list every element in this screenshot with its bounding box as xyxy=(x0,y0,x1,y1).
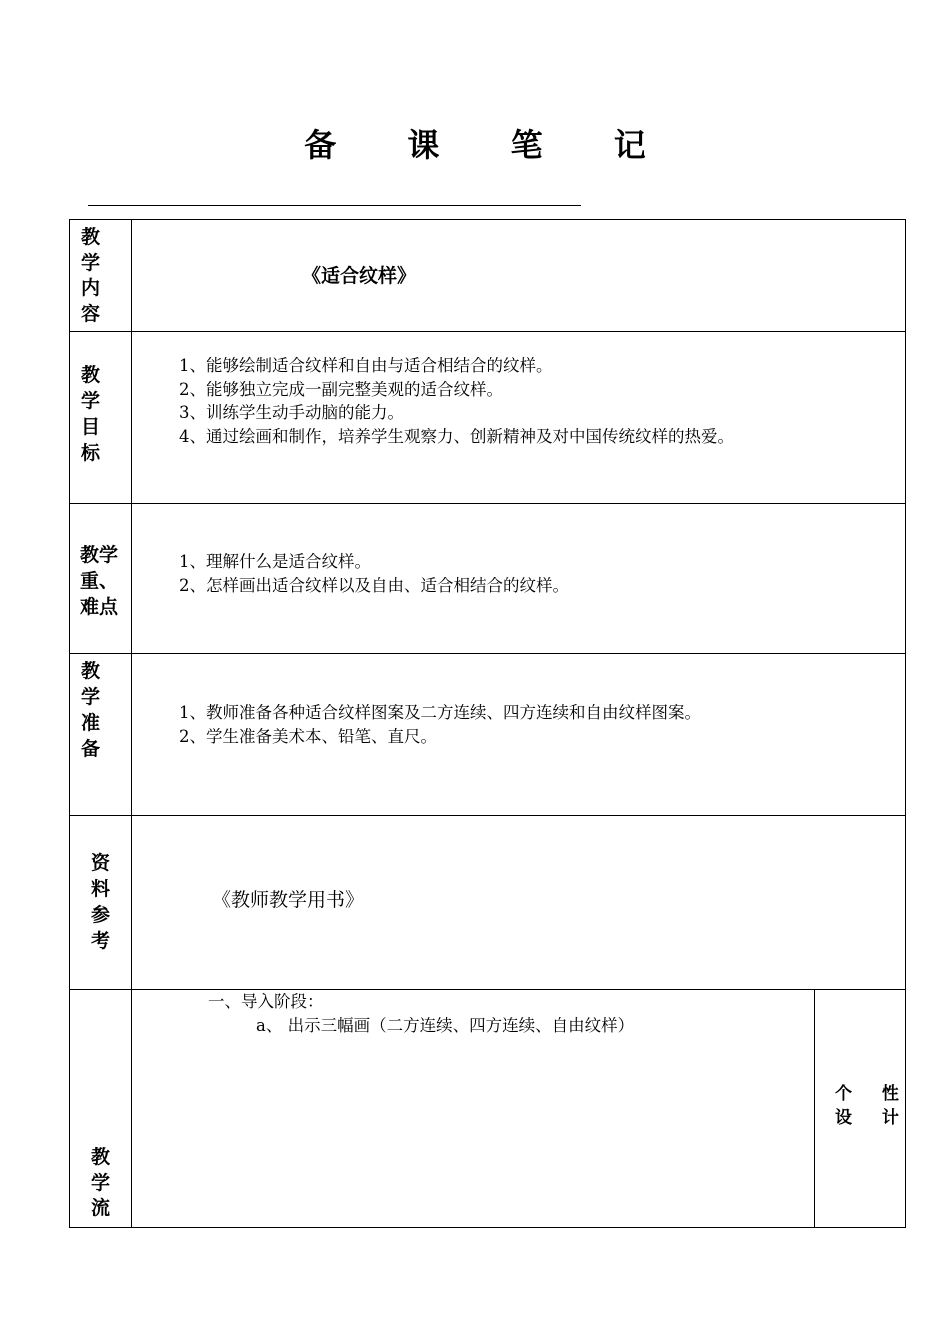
side-label-line: 个 性 xyxy=(835,1084,911,1104)
list-item: 2、能够独立完成一副完整美观的适合纹样。 xyxy=(179,379,503,399)
row-teaching-process xyxy=(69,989,911,1228)
row-teaching-content xyxy=(69,219,906,332)
row-content xyxy=(132,654,905,815)
lesson-table xyxy=(69,219,911,1229)
label-char: 教 xyxy=(91,1146,111,1168)
list-item: 1、能够绘制适合纹样和自由与适合相结合的纹样。 xyxy=(179,356,553,375)
row-label xyxy=(70,990,132,1227)
label-char: 容 xyxy=(81,303,101,325)
row-content xyxy=(132,816,905,989)
label-char: 考 xyxy=(91,930,111,952)
label-char: 学 xyxy=(81,390,101,412)
personal-design-label xyxy=(835,1082,911,1130)
label-char: 参 xyxy=(91,904,111,926)
row-references xyxy=(69,815,906,990)
label-char: 学 xyxy=(81,686,101,708)
name-underline xyxy=(88,205,581,206)
list-item: 2、学生准备美术本、铅笔、直尺。 xyxy=(179,726,437,746)
row-content xyxy=(132,504,905,653)
lesson-title: 《适合纹样》 xyxy=(302,265,417,287)
list-item: 2、怎样画出适合纹样以及自由、适合相结合的纹样。 xyxy=(179,575,569,595)
row-preparation xyxy=(69,653,906,816)
stage-step: a、 出示三幅画（二方连续、四方连续、自由纹样） xyxy=(256,1016,635,1035)
label-char: 学 xyxy=(81,252,101,274)
row-teaching-objectives xyxy=(69,331,906,504)
page-title: 备 课 笔 记 xyxy=(304,126,676,164)
list-item: 4、通过绘画和制作，培养学生观察力、创新精神及对中国传统纹样的热爱。 xyxy=(179,426,734,446)
row-label xyxy=(70,816,132,989)
label-char: 教 xyxy=(81,226,101,248)
personal-design-column xyxy=(814,990,911,1227)
list-item: 1、教师准备各种适合纹样图案及二方连续、四方连续和自由纹样图案。 xyxy=(179,703,701,722)
objectives-list xyxy=(179,354,734,448)
row-label xyxy=(70,220,132,331)
stage-heading: 一、导入阶段： xyxy=(208,992,324,1011)
label-char: 难点 xyxy=(80,596,119,618)
label-char: 备 xyxy=(81,738,101,760)
keypoints-list xyxy=(179,550,569,597)
list-item: 3、训练学生动手动脑的能力。 xyxy=(179,403,404,422)
label-char: 流 xyxy=(91,1197,111,1219)
label-char: 准 xyxy=(81,712,101,734)
label-char: 目 xyxy=(81,416,101,438)
row-label xyxy=(70,654,132,815)
row-label xyxy=(70,504,132,653)
row-key-points xyxy=(69,503,906,654)
label-char: 重、 xyxy=(80,570,119,592)
row-content xyxy=(132,990,911,1227)
reference-book: 《教师教学用书》 xyxy=(212,889,365,911)
list-item: 1、理解什么是适合纹样。 xyxy=(179,552,371,571)
label-char: 学 xyxy=(91,1172,111,1194)
label-char: 教学 xyxy=(80,544,119,566)
label-char: 教 xyxy=(81,364,101,386)
label-char: 标 xyxy=(81,442,101,464)
row-content xyxy=(132,332,905,503)
label-char: 料 xyxy=(91,878,111,900)
label-char: 资 xyxy=(91,852,111,874)
row-content xyxy=(132,220,905,331)
side-label-line: 设 计 xyxy=(835,1108,911,1128)
label-char: 内 xyxy=(81,277,101,299)
preparation-list xyxy=(179,701,701,748)
row-label xyxy=(70,332,132,503)
label-char: 教 xyxy=(81,660,101,682)
